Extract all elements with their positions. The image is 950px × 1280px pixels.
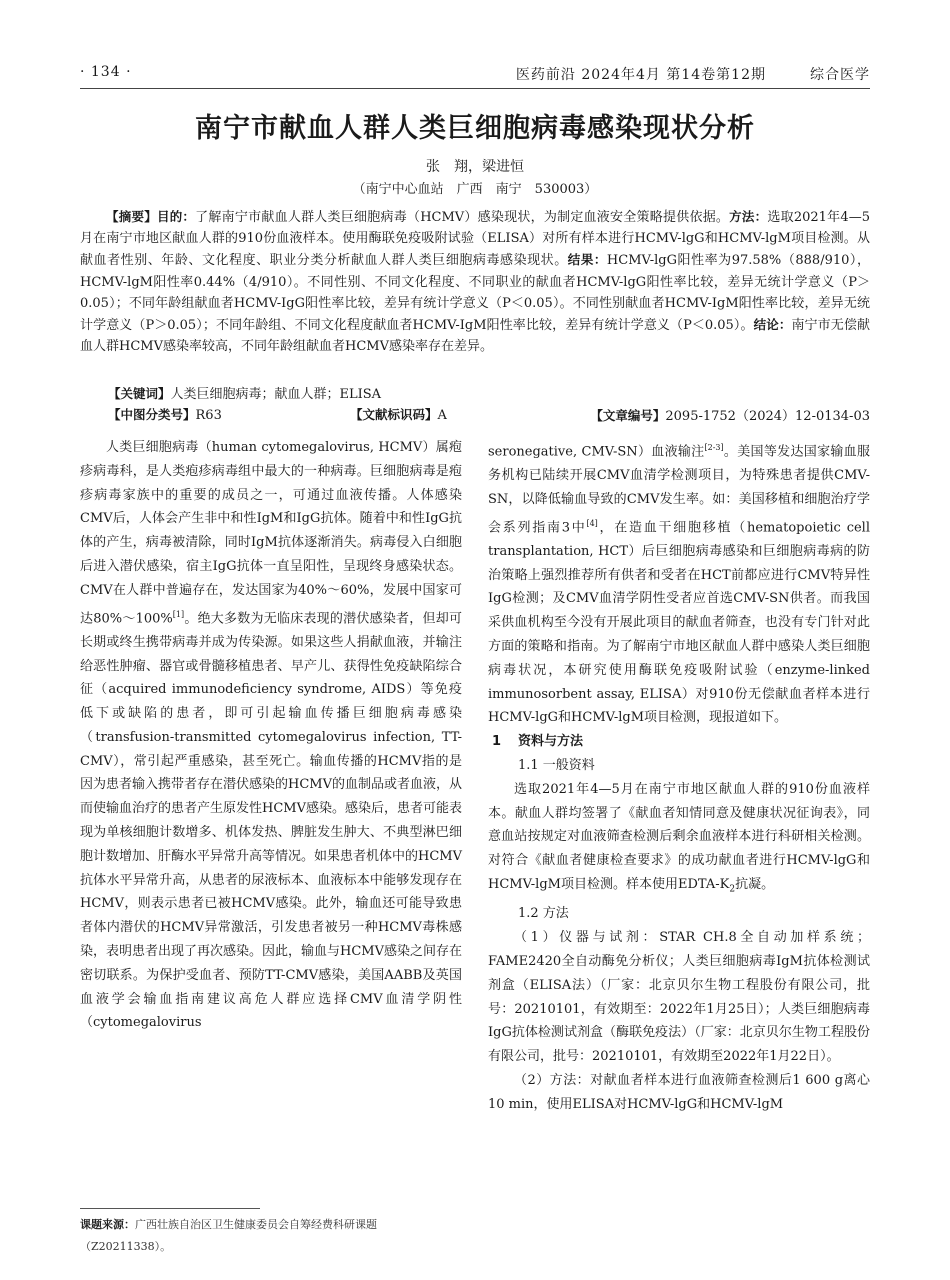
abstract <box>80 206 870 357</box>
doc-code <box>350 405 447 423</box>
objective-text: 了解南宁市献血人群人类巨细胞病毒（HCMV）感染现状，为制定血液安全策略提供依据。 <box>195 210 730 225</box>
objective-label: 目的： <box>156 209 196 224</box>
section-heading <box>488 730 870 754</box>
left-column <box>80 436 462 1035</box>
footnote-text: 广西壮族自治区卫生健康委员会自筹经费科研课题（Z20211338）。 <box>80 1218 377 1253</box>
subscript: 2 <box>729 884 736 895</box>
footnote-label: 课题来源： <box>80 1218 135 1231</box>
doc-label: 【文献标识码】 <box>350 407 438 422</box>
classification-line <box>108 405 870 425</box>
authors: 张 翔，梁进恒 <box>426 159 524 175</box>
right-column <box>488 436 870 1117</box>
section-number: 1 <box>492 734 502 750</box>
clc-value: R63 <box>195 408 222 423</box>
affiliation: （南宁中心血站 广西 南宁 530003） <box>352 182 598 197</box>
materials-text: 选取2021年4—5月在南宁市地区献血人群的910份血液样本。献血人群均签署了《献血者知情同意及健康状况征询表》，同意血站按规定对血液筛查检测后剩余血液样本进行科研相关检测。对符合《献血者健康检查要求》的成功献血者进行HCMV-lgG和HCMV-lgM项目检测。样本使用EDTA-K <box>488 781 870 892</box>
methods-text: 选取2021年4—5月在南宁市地区献血人群的910份血液样本。使用酶联免疫吸附试验（ELISA）对所有样本进行HCMV-lgG和HCMV-lgM项目检测。从献血者性别、年龄、文化程度、职业分类分析献血人群人类巨细胞病毒感染现状。 <box>80 210 870 269</box>
doc-value: A <box>437 408 447 423</box>
intro-text-1: 人类巨细胞病毒（human cytomegalovirus, HCMV）属疱疹病毒科，是人类疱疹病毒组中最大的一种病毒。巨细胞病毒是疱疹病毒家族中的重要的成员之一，可通过血液传播。人体感染CMV后，人体会产生非中和性IgM和IgG抗体。随着中和性IgG抗体的产生，病毒被清除，同时IgM抗体逐渐消失。病毒侵入白细胞后进入潜伏感染，宿主IgG抗体一直呈阳性，呈现终身感染状态。CMV在人群中普遍存在，发达国家为40%～60%，发展中国家可达80%～100% <box>80 440 462 626</box>
conclusion-text: 南宁市无偿献血人群HCMV感染率较高，不同年龄组献血者HCMV感染率存在差异。 <box>80 318 870 355</box>
citation-ref: [2-3] <box>704 443 724 452</box>
materials-tail: 抗凝。 <box>735 877 775 892</box>
cont-text-2: 。美国等发达国家输血服务机构已陆续开展CMV血清学检测项目，为特殊患者提供CMV-SN，以降低输血导致的CMV发生率。如：美国移植和细胞治疗学会系列指南3中 <box>488 444 870 536</box>
clc-label: 【中图分类号】 <box>108 407 196 422</box>
section-name: 综合医学 <box>810 67 870 83</box>
journal-info: 医药前沿 2024年4月 第14卷第12期 <box>515 67 766 83</box>
intro-paragraph <box>80 436 462 1035</box>
keywords-label: 【关键词】 <box>108 386 171 401</box>
subsection-heading: 1.2 方法 <box>518 906 569 922</box>
footnote-divider <box>80 1208 260 1209</box>
methods-label: 方法： <box>729 209 768 224</box>
section-title: 资料与方法 <box>518 734 584 750</box>
keywords-text: 人类巨细胞病毒；献血人群；ELISA <box>170 387 382 402</box>
page-number: · 134 · <box>80 64 132 80</box>
conclusion-label: 结论： <box>753 317 792 333</box>
instruments-paragraph: （1）仪器与试剂：STAR CH.8全自动加样系统；FAME2420全自动酶免分析仪；人类巨细胞病毒IgM抗体检测试剂盒（ELISA法）（厂家：北京贝尔生物工程股份有限公司，批号：20210101，有效期至：2022年1月25日）；人类巨细胞病毒IgG抗体检测试剂盒（酶联免疫法）（厂家：北京贝尔生物工程股份有限公司，批号：20210101，有效期至2022年1月22日）。 <box>488 930 870 1065</box>
intro-continued <box>488 436 870 730</box>
article-no-value: 2095-1752（2024）12-0134-03 <box>665 409 870 424</box>
header-divider <box>80 88 870 89</box>
running-header <box>80 60 870 86</box>
subsection-heading: 1.1 一般资料 <box>518 758 595 774</box>
keywords <box>108 383 870 402</box>
article-title: 南宁市献血人群人类巨细胞病毒感染现状分析 <box>195 113 755 144</box>
article-number <box>590 405 870 424</box>
cont-text-1: seronegative, CMV-SN）血液输注 <box>488 444 705 460</box>
results-label: 结果： <box>567 252 607 268</box>
citation-ref: [4] <box>586 518 598 528</box>
footnote <box>80 1214 464 1258</box>
cont-text-3: ，在造血干细胞移植（hematopoietic cell transplantation, HCT）后巨细胞病毒感染和巨细胞病毒病的防治策略上强烈推荐所有供者和受者在HCT前都应进行CMV特异性IgG检测；及CMV血清学阴性受者应首选CMV-SN供者。而我国采供血机构至今没有开展此项目的献血者筛查，也没有专门针对此方面的策略和指南。为了解南宁市地区献血人群中感染人类巨细胞病毒状况，本研究使用酶联免疫吸附试验（enzyme-linked immunosorbent assay, ELISA）对910份无偿献血者样本进行HCMV-lgG和HCMV-lgM项目检测，现报道如下。 <box>488 520 870 726</box>
methods-paragraph: （2）方法：对献血者样本进行血液筛查检测后1 600 g离心10 min，使用ELISA对HCMV-lgG和HCMV-lgM <box>488 1072 870 1112</box>
article-no-label: 【文章编号】 <box>590 408 666 423</box>
citation-ref: [1] <box>172 609 185 619</box>
abstract-label: 【摘要】 <box>106 209 157 224</box>
results-text: HCMV-lgG阳性率为97.58%（888/910），HCMV-lgM阳性率0.44%（4/910）。不同性别、不同文化程度、不同职业的献血者HCMV-lgG阳性率比较，差异无统计学意义（P＞0.05）；不同年龄组献血者HCMV-IgG阳性率比较，差异有统计学意义（P＜0.05）。不同性别献血者HCMV-IgM阳性率比较，差异无统计学意义（P＞0.05）；不同年龄组、不同文化程度献血者HCMV-IgM阳性率比较，差异有统计学意义（P＜0.05）。 <box>80 253 870 334</box>
intro-text-2: 。绝大多数为无临床表现的潜伏感染者，但却可长期或终生携带病毒并成为传染源。如果这些人捐献血液，并输注给恶性肿瘤、器官或骨髓移植患者、早产儿、获得性免疫缺陷综合征（acquired immunodeficiency syndrome, AIDS）等免疫低下或缺陷的患者，即可引起输血传播巨细胞病毒感染（transfusion-transmitted cytomegalovirus infection, TT-CMV），常引起严重感染，甚至死亡。输血传播的HCMV指的是因为患者输入携带者存在潜伏感染的HCMV的血制品或者血液，从而使输血治疗的患者产生原发性HCMV感染。感染后，患者可能表现为单核细胞计数增多、机体发热、脾脏发生肿大、不典型淋巴细胞计数增加、肝酶水平异常升高等情况。如果患者机体中的HCMV抗体水平异常升高，从患者的尿液标本、血液标本中能够发现存在HCMV，则表示患者已被HCMV感染。此外，输血还可能导致患者体内潜伏的HCMV异常激活，引发患者被另一种HCMV毒株感染，表明患者出现了再次感染。因此，输血与HCMV感染之间存在密切联系。为保护受血者、预防TT-CMV感染，美国AABB及英国血液学会输血指南建议高危人群应选择CMV血清学阴性（cytomegalovirus <box>80 610 462 1031</box>
clc-number <box>108 405 222 423</box>
materials-paragraph <box>488 778 870 903</box>
